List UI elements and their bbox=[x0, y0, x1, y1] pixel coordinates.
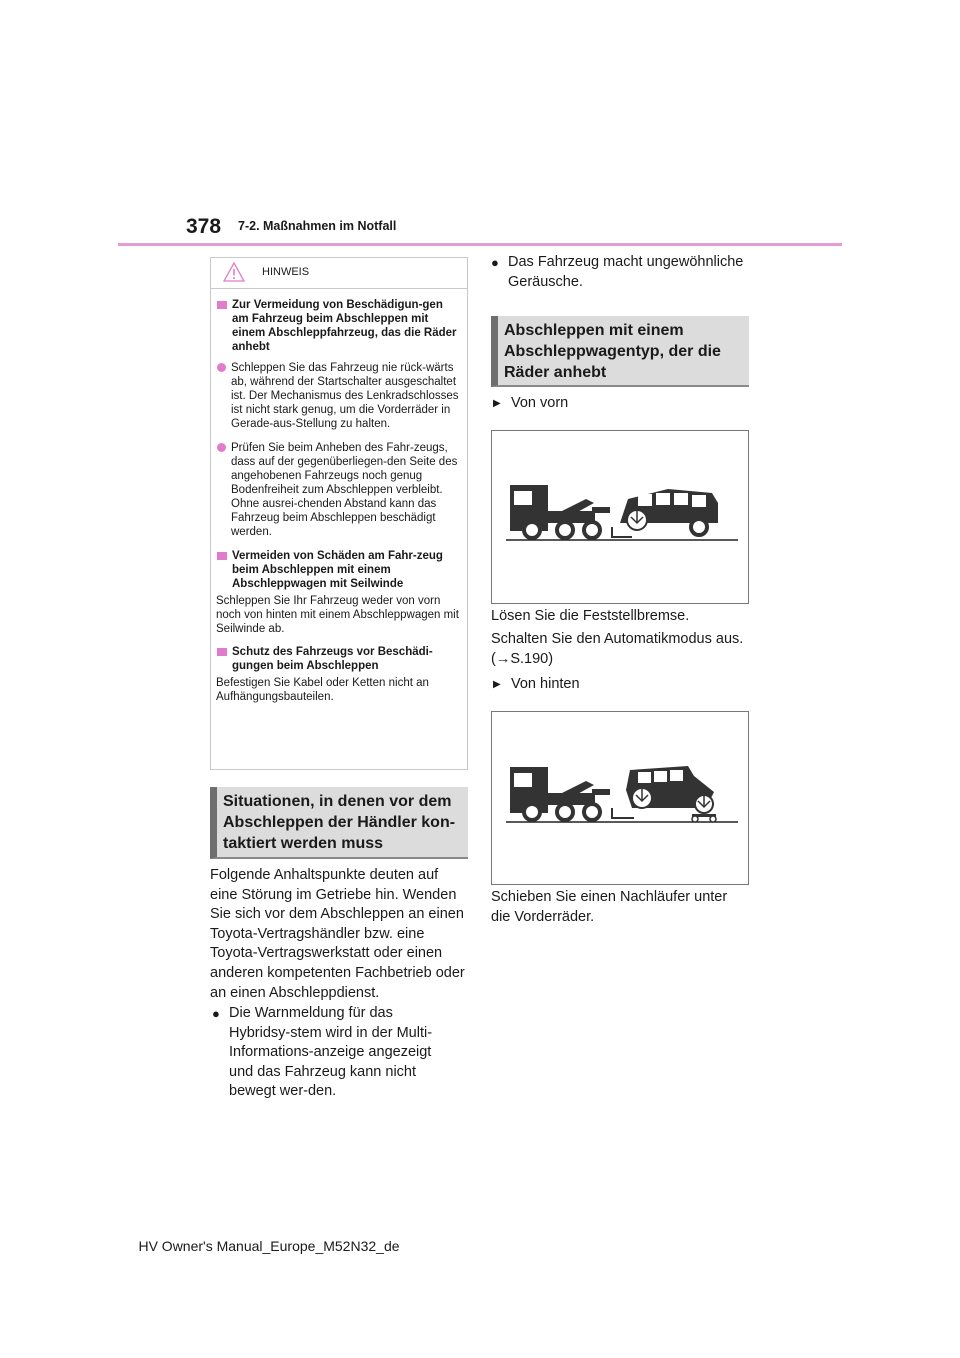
arrow-right-icon: ▶ bbox=[493, 398, 501, 409]
tow-rear-illustration bbox=[491, 711, 749, 885]
paragraph-malfunction: Folgende Anhaltspunkte deuten auf eine Störung im Getriebe hin. Wenden Sie sich vor dem Abschleppen an einen Toyota-Vertragshändler bzw. eine Toyota-Vertragswerkstatt oder einen anderen kompetenten Fachbetrieb oder an einen Abschleppdienst. bbox=[210, 867, 465, 1001]
arrow-right-icon: ▶ bbox=[493, 679, 501, 690]
label-from-front: ▶ Von vorn bbox=[493, 395, 569, 411]
label-from-rear: ▶ Von hinten bbox=[493, 676, 580, 692]
notice-text-2: Schleppen Sie Ihr Fahrzeug weder von vorn noch von hinten mit einem Abschleppwagen mit Seilwinde ab. bbox=[216, 595, 459, 635]
header-rule bbox=[118, 243, 842, 246]
footer-text: HV Owner's Manual_Europe_M52N32_de bbox=[138, 1238, 400, 1254]
notice-header bbox=[211, 258, 467, 289]
section-title: 7-2. Maßnahmen im Notfall bbox=[238, 219, 397, 233]
text-trailer: Schieben Sie einen Nachläufer unter die Vorderräder. bbox=[491, 889, 728, 925]
notice-item-1: Schleppen Sie das Fahrzeug nie rück-wärts ab, während der Startschalter ausgeschaltet ist. Der Mechanismus des Lenkradschlosses ist nicht stark genug, um die Vorderräder in Gerade-aus-Stellung zu halten. bbox=[216, 361, 461, 431]
circle-bullet-icon bbox=[217, 363, 226, 372]
circle-bullet-icon bbox=[217, 443, 226, 452]
square-bullet-icon bbox=[217, 301, 227, 309]
bullet-icon: ● bbox=[491, 255, 499, 270]
text-release-brake: Lösen Sie die Feststellbremse. bbox=[491, 608, 690, 624]
notice-heading-3: Schutz des Fahrzeugs vor Beschädi-gungen beim Abschleppen bbox=[216, 645, 461, 673]
text-page-reference: (→S.190) bbox=[491, 651, 554, 667]
page-number: 378 bbox=[186, 215, 222, 238]
text-auto-mode: Schalten Sie den Automatikmodus aus. bbox=[491, 631, 744, 647]
notice-box bbox=[210, 257, 468, 770]
warning-icon bbox=[223, 262, 245, 282]
tow-front-illustration bbox=[491, 430, 749, 604]
notice-title: HINWEIS bbox=[262, 266, 310, 278]
footer bbox=[0, 1238, 960, 1254]
square-bullet-icon bbox=[217, 648, 227, 656]
heading-dealer-contact: Situationen, in denen vor dem Abschleppen der Händler kon-taktiert werden muss bbox=[210, 787, 468, 859]
bullet-noises: ● Das Fahrzeug macht ungewöhnliche Geräusche. bbox=[491, 253, 749, 292]
bullet-icon: ● bbox=[212, 1006, 220, 1021]
notice-item-2: Prüfen Sie beim Anheben des Fahr-zeugs, dass auf der gegenüberliegen-den Seite des angehobenen Fahrzeugs noch genug Bodenfreiheit zum Abschleppen verbleibt. Ohne ausrei-chenden Abstand kann das Fahrzeug beim Abschleppen beschädigt werden. bbox=[216, 441, 461, 539]
bullet-warning-message: ● Die Warnmeldung für das Hybridsy-stem wird in der Multi-Informations-anzeige angezeigt und das Fahrzeug kann nicht bewegt wer-den. bbox=[212, 1004, 457, 1102]
notice-heading-1: Zur Vermeidung von Beschädigun-gen am Fahrzeug beim Abschleppen mit einem Abschleppfahrzeug, das die Räder anhebt bbox=[216, 298, 461, 354]
heading-wheel-lift: Abschleppen mit einem Abschleppwagentyp, der die Räder anhebt bbox=[491, 316, 749, 387]
square-bullet-icon bbox=[217, 552, 227, 560]
notice-text-3: Befestigen Sie Kabel oder Ketten nicht an Aufhängungsbauteilen. bbox=[216, 677, 429, 703]
notice-heading-2: Vermeiden von Schäden am Fahr-zeug beim Abschleppen mit einem Abschleppwagen mit Seilwinde bbox=[216, 549, 461, 591]
